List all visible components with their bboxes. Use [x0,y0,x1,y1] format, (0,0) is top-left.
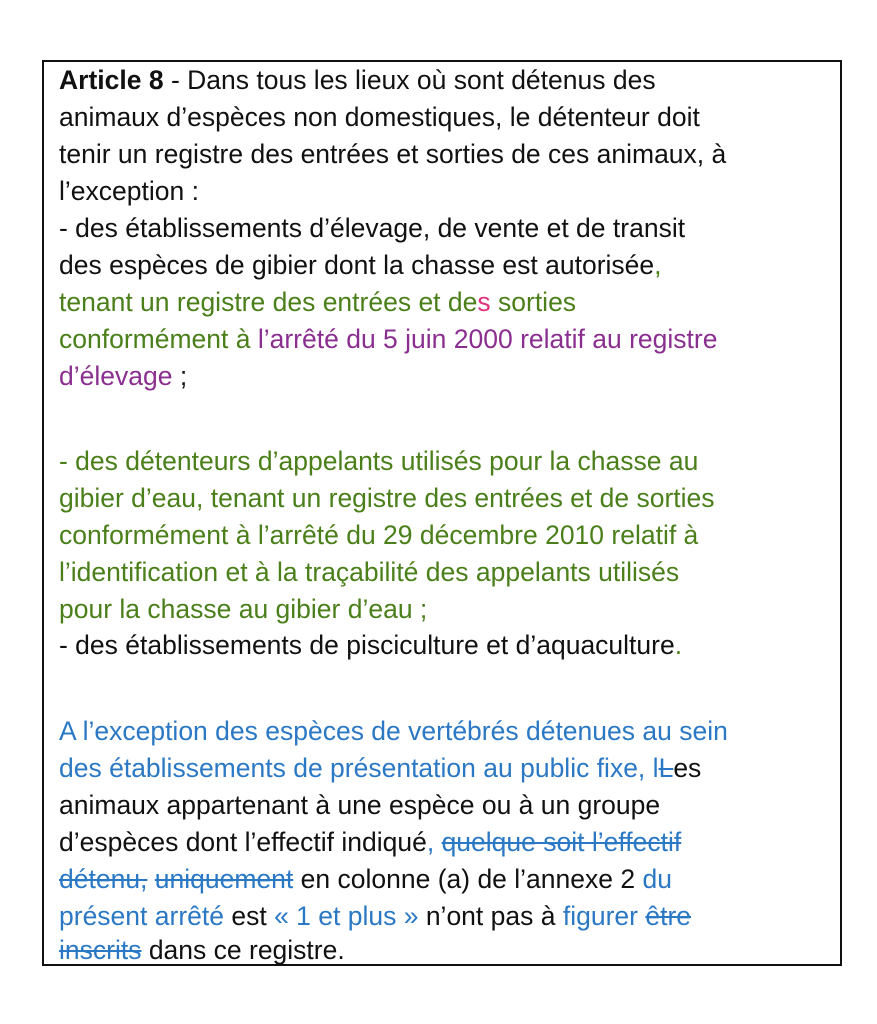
article-line [59,627,682,663]
article-line: pour la chasse au gibier d’eau ; [59,594,428,624]
article-line: A l’exception des espèces de vertébrés détenues au sein [59,716,728,746]
deleted-text: uniquement [154,864,294,894]
deleted-text: inscrits [59,935,142,965]
article-heading: Article 8 [59,65,164,95]
deleted-text: L [658,753,674,783]
inserted-text: d’élevage [59,361,173,391]
article-text: ; [172,361,188,391]
inserted-text: du [642,864,672,894]
article-line [59,750,701,786]
article-line [59,247,662,283]
inserted-text: l [652,753,659,783]
article-line: conformément à l’arrêté du 29 décembre 2010 relatif à [59,520,699,550]
inserted-text: présent arrêté [59,901,224,931]
inserted-text: . [674,630,683,660]
article-line: - des établissements d’élevage, de vente et de transit [59,213,686,243]
article-text: est [223,901,275,931]
article-line: animaux d’espèces non domestiques, le détenteur doit [59,102,700,132]
article-text: n’ont pas à [418,901,563,931]
article-text: es [673,753,702,783]
deleted-text: être [645,901,692,931]
inserted-text: « 1 et plus » [274,901,419,931]
article-line [59,898,691,934]
article-text: en colonne (a) de l’annexe 2 [293,864,643,894]
article-text [147,864,154,894]
article-line [59,824,681,860]
article-text: dans ce registre. [141,935,345,965]
inserted-text: sorties [490,287,577,317]
article-line [59,861,672,897]
article-text: d’espèces dont l’effectif indiqué [59,827,427,857]
article-line: - des détenteurs d’appelants utilisés pour la chasse au [59,446,699,476]
inserted-text: , [654,250,662,280]
inserted-text: conformément à [59,324,258,354]
inserted-text: tenant un registre des entrées et de [59,287,478,317]
article-line: gibier d’eau, tenant un registre des entrées et de sorties [59,483,715,513]
article-line [59,932,345,968]
inserted-text: figurer [562,901,638,931]
article-line: l’identification et à la traçabilité des appelants utilisés [59,557,680,587]
inserted-text: , [426,827,442,857]
article-line: l’exception : [59,176,199,206]
inserted-text: s [477,287,491,317]
inserted-text: des établissements de présentation au public fixe, [59,753,653,783]
article-line: animaux appartenant à une espèce ou à un groupe [59,790,661,820]
deleted-text: détenu, [59,864,148,894]
inserted-text: l’arrêté du 5 juin 2000 relatif au registre [257,324,718,354]
article-line [59,62,656,98]
article-text: des espèces de gibier dont la chasse est autorisée [59,250,655,280]
article-text: - des établissements de pisciculture et d’aquaculture [59,630,675,660]
article-line [59,321,717,357]
deleted-text: quelque soit l’effectif [441,827,682,857]
article-line [59,284,576,320]
article-line [59,358,187,394]
article-line: tenir un registre des entrées et sorties de ces animaux, à [59,139,727,169]
article-text: - Dans tous les lieux où sont détenus des [163,65,656,95]
